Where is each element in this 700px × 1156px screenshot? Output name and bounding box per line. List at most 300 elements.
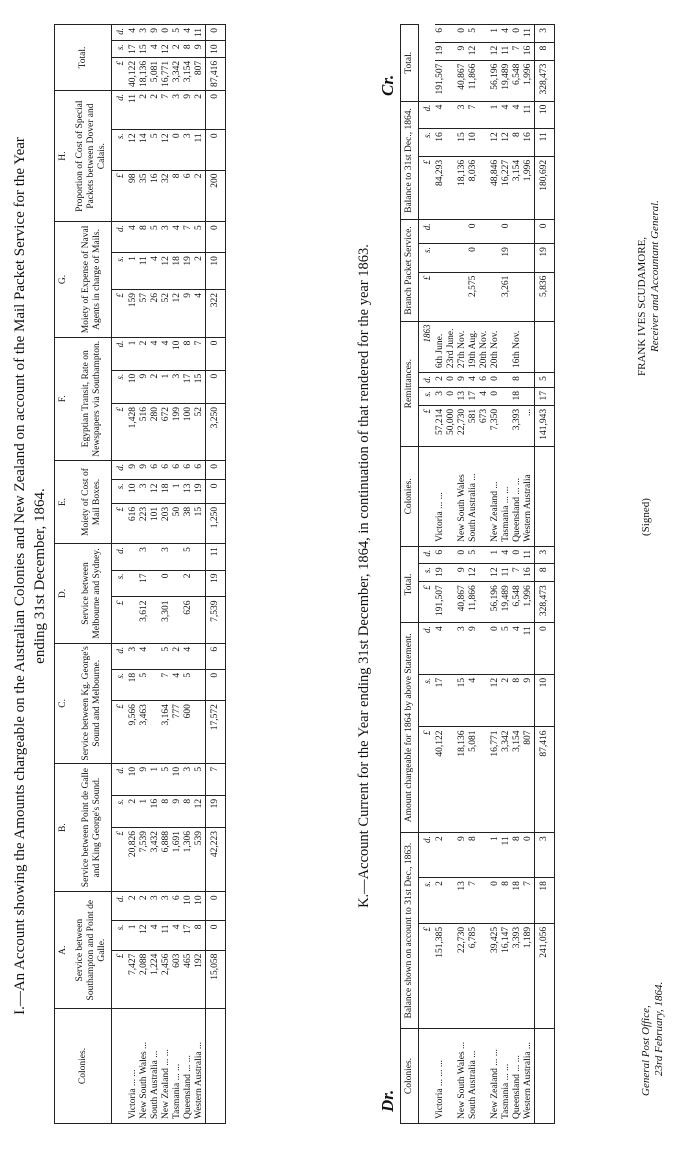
amount-cell: 15	[457, 129, 468, 157]
amount-cell: 7,539	[139, 827, 150, 891]
footer-place: General Post Office,	[640, 1005, 652, 1096]
colony-name: Tasmania ... ...	[501, 1029, 512, 1124]
lsd-unit: £	[419, 923, 436, 1028]
amount-cell: 9	[172, 795, 183, 827]
amount-cell: 6,785	[468, 923, 490, 1028]
amount-cell	[150, 643, 161, 669]
amount-cell: 1	[128, 337, 139, 370]
amount-cell: 12	[468, 42, 490, 60]
remittance-date: 20th Nov.	[479, 321, 490, 373]
column-header: Service between Point de Galle and King George's Sound.	[72, 763, 112, 892]
amount-cell: 0	[512, 546, 523, 563]
amount-cell: 159	[128, 290, 139, 338]
amount-cell	[172, 544, 183, 570]
amount-cell: 2	[194, 90, 206, 129]
amount-cell: 777	[172, 701, 183, 764]
amount-cell	[194, 544, 206, 570]
amount-cell: 84,293	[435, 156, 457, 220]
total-cell: 19	[535, 244, 555, 272]
amount-cell: 223	[139, 503, 150, 543]
lsd-unit: d.	[112, 222, 129, 253]
blank-cell	[535, 446, 555, 546]
k-left-header: Amount chargeable for 1864 by above Statement.	[401, 623, 419, 833]
credit-label: Cr.	[378, 74, 397, 96]
amount-cell: 10	[128, 763, 139, 795]
amount-cell: 9	[457, 564, 468, 582]
amount-cell: 603	[172, 950, 183, 1008]
amount-cell: 4	[501, 546, 512, 563]
amount-cell: 57	[139, 290, 150, 338]
amount-cell: 19	[501, 244, 512, 272]
column-header: Egyptian Transit, Rate on Newspapers via Southampton.	[72, 337, 112, 460]
colony-name: New South Wales ...	[457, 1029, 468, 1124]
amount-cell: 4	[435, 623, 457, 675]
lsd-unit: s.	[419, 878, 436, 924]
colony-name: Queensland ... ...	[512, 1029, 523, 1124]
amount-cell: 3,154	[512, 156, 523, 220]
total-cell: 3	[535, 546, 555, 563]
amount-cell: 4	[183, 25, 194, 41]
amount-cell	[172, 570, 183, 597]
column-header: Service between Southampton and Point de Galle.	[72, 892, 112, 1009]
amount-cell: 11,866	[468, 582, 490, 623]
remittance-cell	[523, 373, 535, 388]
amount-cell: 1	[490, 546, 501, 563]
amount-cell: 3,154	[512, 727, 523, 833]
amount-cell: 3	[139, 25, 150, 41]
amount-cell: 5	[183, 544, 194, 570]
amount-cell: 11	[501, 833, 512, 878]
total-cell: 0	[535, 220, 555, 244]
amount-cell: 3,164	[161, 701, 172, 764]
remittance-date: 16th Nov.	[512, 321, 523, 373]
amount-cell: 0	[468, 244, 490, 272]
right-colony-name: Tasmania ... ...	[501, 446, 512, 546]
remit-year: 1863	[419, 321, 436, 373]
amount-cell: 1,996	[523, 60, 535, 101]
amount-cell: 6	[150, 460, 161, 480]
remittance-cell: 8	[512, 373, 523, 388]
remittance-cell: 9	[457, 373, 468, 388]
amount-cell: 18,136	[139, 57, 150, 90]
amount-cell: 7	[468, 101, 490, 129]
colony-name: Western Australia ...	[194, 1009, 206, 1124]
amount-cell	[512, 244, 523, 272]
amount-cell: 100	[183, 403, 194, 460]
amount-cell: 6	[172, 460, 183, 480]
colony-name: New South Wales ...	[139, 1009, 150, 1124]
remittance-cell	[501, 373, 512, 388]
amount-cell: 11	[161, 921, 172, 950]
remittance-cell: 0	[490, 387, 501, 405]
table-row	[161, 25, 172, 1124]
amount-cell	[512, 220, 523, 244]
lsd-unit: £	[112, 950, 129, 1008]
lsd-unit: s.	[419, 244, 436, 272]
lsd-unit: d.	[419, 546, 436, 563]
amount-cell: 3	[150, 892, 161, 921]
total-cell: 3,250	[206, 403, 226, 460]
account-i-title-line2: ending 31st December, 1864.	[32, 488, 48, 664]
amount-cell	[457, 272, 468, 321]
amount-cell: 38	[183, 503, 194, 543]
total-cell: 8	[535, 564, 555, 582]
amount-cell: 1	[128, 253, 139, 290]
amount-cell: 6,548	[512, 60, 523, 101]
amount-cell: 12	[501, 129, 512, 157]
amount-cell: 48,846	[490, 156, 501, 220]
amount-cell: 3,463	[139, 701, 150, 764]
k-colonies-header: Colonies.	[401, 1029, 419, 1124]
table-row	[468, 25, 479, 1124]
right-colony-name: Victoria ... ...	[435, 446, 457, 546]
amount-cell: 5	[468, 25, 490, 43]
table-row	[523, 25, 535, 1124]
amount-cell: 7	[161, 669, 172, 700]
total-cell: 328,473	[535, 582, 555, 623]
amount-cell	[194, 597, 206, 643]
lsd-unit: s.	[112, 570, 129, 597]
total-cell: 0	[206, 337, 226, 370]
amount-cell: 807	[194, 57, 206, 90]
amount-cell: 6	[435, 25, 457, 43]
amount-cell: 2,456	[161, 950, 172, 1008]
amount-cell: 13	[183, 480, 194, 503]
lsd-row	[112, 25, 129, 1124]
right-colony-name: Queensland ... ...	[512, 446, 523, 546]
amount-cell: 191,507	[435, 60, 457, 101]
amount-cell: 17	[128, 41, 139, 58]
amount-cell: 16,771	[161, 57, 172, 90]
colony-name: New Zealand ... ...	[161, 1009, 172, 1124]
amount-cell: 4	[435, 101, 457, 129]
amount-cell: 12	[161, 41, 172, 58]
total-cell: 10	[535, 674, 555, 727]
column-header: Proportion of Cost of Special Packets between Dover and Calais.	[72, 90, 112, 221]
amount-cell: 18,136	[457, 156, 468, 220]
blank-cell	[535, 1029, 555, 1124]
amount-cell	[490, 272, 501, 321]
amount-cell	[490, 244, 501, 272]
colony-name: Victoria ... ... ...	[435, 1029, 457, 1124]
amount-cell: 0	[161, 570, 172, 597]
column-letter: D.	[55, 544, 73, 644]
amount-cell: 1,428	[128, 403, 139, 460]
account-i-title	[10, 36, 50, 1116]
amount-cell: 12	[128, 130, 139, 170]
lsd-unit: s.	[419, 387, 436, 405]
lsd-unit: s.	[419, 129, 436, 157]
amount-cell: 101	[150, 503, 161, 543]
amount-cell: 11	[194, 25, 206, 41]
total-cell: 0	[206, 130, 226, 170]
amount-cell: 1,996	[523, 156, 535, 220]
amount-cell: 6,548	[512, 582, 523, 623]
amount-cell: 10	[172, 337, 183, 370]
amount-cell: 203	[161, 503, 172, 543]
amount-cell: 0	[172, 130, 183, 170]
amount-cell: 4	[512, 623, 523, 675]
total-cell: 0	[535, 623, 555, 675]
lsd-unit: £	[112, 827, 129, 891]
amount-cell: 1,224	[150, 950, 161, 1008]
amount-cell: 12	[172, 290, 183, 338]
amount-cell: 3	[139, 480, 150, 503]
amount-cell: 8	[172, 170, 183, 222]
amount-cell: 11	[523, 546, 535, 563]
amount-cell: 3,342	[501, 727, 512, 833]
amount-cell: 18	[172, 253, 183, 290]
total-cell: 18	[535, 878, 555, 924]
amount-cell: 1	[490, 101, 501, 129]
amount-cell: 2,088	[139, 950, 150, 1008]
remittance-cell: 0	[446, 373, 457, 388]
amount-cell: 56,196	[490, 60, 501, 101]
total-cell: 1,250	[206, 503, 226, 543]
amount-cell: 7	[183, 222, 194, 253]
column-letter: B.	[55, 763, 73, 892]
column-header: Service between Kg. George's Sound and Melbourne.	[72, 643, 112, 763]
lsd-unit: £	[112, 597, 129, 643]
amount-cell: 13	[457, 878, 468, 924]
amount-cell: 3	[172, 90, 183, 129]
amount-cell: 15	[139, 41, 150, 58]
amount-cell: 14	[139, 130, 150, 170]
amount-cell: 19	[194, 480, 206, 503]
lsd-unit: d.	[419, 833, 436, 878]
lsd-row	[419, 25, 436, 1124]
totals-row	[206, 25, 226, 1124]
right-colony-name: Western Australia	[523, 446, 535, 546]
amount-cell: 3	[457, 623, 468, 675]
amount-cell: 7	[512, 564, 523, 582]
total-header: Total.	[55, 25, 112, 91]
amount-cell: 672	[161, 403, 172, 460]
amount-cell	[128, 597, 139, 643]
footer-place-date	[640, 982, 666, 1096]
colony-name: Queensland ... ...	[183, 1009, 194, 1124]
amount-cell: 40,122	[435, 727, 457, 833]
right-colony-name: South Australia ...	[468, 446, 490, 546]
total-cell: 17	[535, 387, 555, 405]
amount-cell: 19	[183, 253, 194, 290]
amount-cell: 17	[139, 570, 150, 597]
account-k-table	[400, 24, 555, 1124]
total-cell: 200	[206, 170, 226, 222]
amount-cell: 3	[183, 130, 194, 170]
amount-cell: 5	[194, 763, 206, 795]
lsd-unit: £	[419, 272, 436, 321]
amount-cell: 1,996	[523, 582, 535, 623]
amount-cell: 19	[435, 42, 457, 60]
amount-cell	[194, 570, 206, 597]
total-cell: 0	[206, 370, 226, 403]
amount-cell: 8	[468, 833, 490, 878]
blank-cell	[206, 1009, 226, 1124]
amount-cell: 19,489	[501, 582, 512, 623]
column-letter: F.	[55, 337, 73, 460]
amount-cell: 5,081	[150, 57, 161, 90]
amount-cell: 5	[468, 546, 490, 563]
column-letter: G.	[55, 222, 73, 337]
amount-cell: 18,136	[457, 727, 468, 833]
k-right-header: Branch Packet Service.	[401, 220, 419, 321]
lsd-unit: s.	[112, 41, 129, 58]
column-header: Service between Melbourne and Sydney.	[72, 544, 112, 644]
table-row	[457, 25, 468, 1124]
total-cell: 8	[535, 42, 555, 60]
total-cell: 7	[206, 763, 226, 795]
total-cell: 328,473	[535, 60, 555, 101]
amount-cell: 5	[183, 669, 194, 700]
amount-cell: 40,867	[457, 582, 468, 623]
amount-cell: 8	[512, 674, 523, 727]
total-cell: 10	[206, 41, 226, 58]
total-cell: 241,056	[535, 923, 555, 1028]
table-row	[139, 25, 150, 1124]
amount-cell: 5	[161, 643, 172, 669]
amount-cell: 1,691	[172, 827, 183, 891]
colony-name: Tasmania ... ...	[172, 1009, 183, 1124]
colony-name: Victoria ... ...	[128, 1009, 139, 1124]
amount-cell: 11	[501, 564, 512, 582]
footer-role: Receiver and Accountant General.	[649, 200, 661, 352]
remittance-cell	[523, 387, 535, 405]
amount-cell: 56,196	[490, 582, 501, 623]
column-letter: H.	[55, 90, 73, 221]
remittance-cell: 581	[468, 405, 479, 446]
amount-cell: 0	[523, 833, 535, 878]
total-cell: 17,572	[206, 701, 226, 764]
amount-cell: 2	[435, 833, 457, 878]
amount-cell: 6,888	[161, 827, 172, 891]
amount-cell: 9	[139, 763, 150, 795]
table-row	[128, 25, 139, 1124]
amount-cell: 5,081	[468, 727, 490, 833]
total-cell: 0	[206, 921, 226, 950]
amount-cell	[194, 669, 206, 700]
account-i-title-line1: —An Account showing the Amounts chargeable on the Australian Colonies and New Zealand on account of the Mail Packet Service for the Year	[12, 137, 28, 1007]
amount-cell: 40,867	[457, 60, 468, 101]
lsd-unit: d.	[112, 544, 129, 570]
amount-cell	[435, 220, 457, 244]
lsd-unit: s.	[112, 370, 129, 403]
lsd-unit: d.	[112, 892, 129, 921]
remittance-date: 20th Nov.	[490, 321, 501, 373]
amount-cell	[150, 669, 161, 700]
amount-cell: 4	[172, 222, 183, 253]
amount-cell: 0	[512, 25, 523, 43]
amount-cell: 9	[523, 674, 535, 727]
amount-cell: 626	[183, 597, 194, 643]
amount-cell: 3	[172, 370, 183, 403]
amount-cell: 16	[523, 129, 535, 157]
amount-cell: 12	[150, 480, 161, 503]
colony-name: New Zealand ... ...	[490, 1029, 501, 1124]
k-left-header: Balance shown on account to 31st Dec., 1863.	[401, 833, 419, 1029]
amount-cell: 4	[468, 674, 490, 727]
total-cell: 10	[535, 101, 555, 129]
amount-cell: 4	[194, 290, 206, 338]
amount-cell: 5	[172, 25, 183, 41]
amount-cell: 11	[128, 90, 139, 129]
lsd-unit: £	[112, 403, 129, 460]
amount-cell	[523, 272, 535, 321]
lsd-unit: d.	[112, 643, 129, 669]
amount-cell: 9	[139, 460, 150, 480]
total-cell: 10	[206, 253, 226, 290]
amount-cell: 3	[161, 544, 172, 570]
amount-cell: 1	[490, 833, 501, 878]
amount-cell: 4	[139, 643, 150, 669]
amount-cell: 8	[194, 921, 206, 950]
amount-cell: 6	[172, 892, 183, 921]
amount-cell: 12	[490, 129, 501, 157]
column-letter: A.	[55, 892, 73, 1009]
amount-cell: 8	[512, 833, 523, 878]
amount-cell: 0	[490, 878, 501, 924]
lsd-unit: d.	[112, 460, 129, 480]
amount-cell: 16	[435, 129, 457, 157]
amount-cell: 11	[523, 25, 535, 43]
amount-cell	[150, 701, 161, 764]
remittance-cell: 17	[468, 387, 479, 405]
amount-cell: 16,147	[501, 923, 512, 1028]
amount-cell: 1	[172, 480, 183, 503]
table-row	[194, 25, 206, 1124]
amount-cell	[490, 220, 501, 244]
remittances-header: Remittances.	[401, 321, 419, 446]
right-colony-name: New South Wales	[457, 446, 468, 546]
remittance-date: 23rd June.	[446, 321, 457, 373]
lsd-unit: s.	[112, 130, 129, 170]
amount-cell: 151,385	[435, 923, 457, 1028]
lsd-unit: d.	[112, 90, 129, 129]
amount-cell: 52	[194, 403, 206, 460]
remittance-cell: 22,730	[457, 405, 468, 446]
total-cell: 11	[206, 544, 226, 570]
amount-cell: 16	[150, 795, 161, 827]
amount-cell: 39,425	[490, 923, 501, 1028]
amount-cell: 5	[139, 669, 150, 700]
amount-cell: 26	[150, 290, 161, 338]
amount-cell: 4	[150, 921, 161, 950]
amount-cell: 5	[161, 763, 172, 795]
remittance-date: 19th Aug.	[468, 321, 479, 373]
total-cell: 19	[206, 570, 226, 597]
amount-cell: 2	[194, 253, 206, 290]
amount-cell: 10	[172, 763, 183, 795]
remittance-cell	[501, 405, 512, 446]
footer-date: 23rd February, 1864.	[653, 981, 665, 1076]
column-letter: E.	[55, 460, 73, 543]
amount-cell: 3,301	[161, 597, 172, 643]
account-k-title	[356, 36, 373, 1116]
remittance-cell: 13	[457, 387, 468, 405]
lsd-unit: s.	[419, 564, 436, 582]
column-header: Moiety of Cost of Mail Boxes.	[72, 460, 112, 543]
amount-cell	[435, 244, 457, 272]
amount-cell: 7	[523, 878, 535, 924]
amount-cell: 2	[435, 878, 457, 924]
amount-cell: 40,122	[128, 57, 139, 90]
amount-cell: 16,771	[490, 727, 501, 833]
amount-cell: 191,507	[435, 582, 457, 623]
remittance-cell: 6	[479, 373, 490, 388]
amount-cell: 8	[183, 795, 194, 827]
amount-cell: 0	[490, 623, 501, 675]
total-cell: 7,539	[206, 597, 226, 643]
